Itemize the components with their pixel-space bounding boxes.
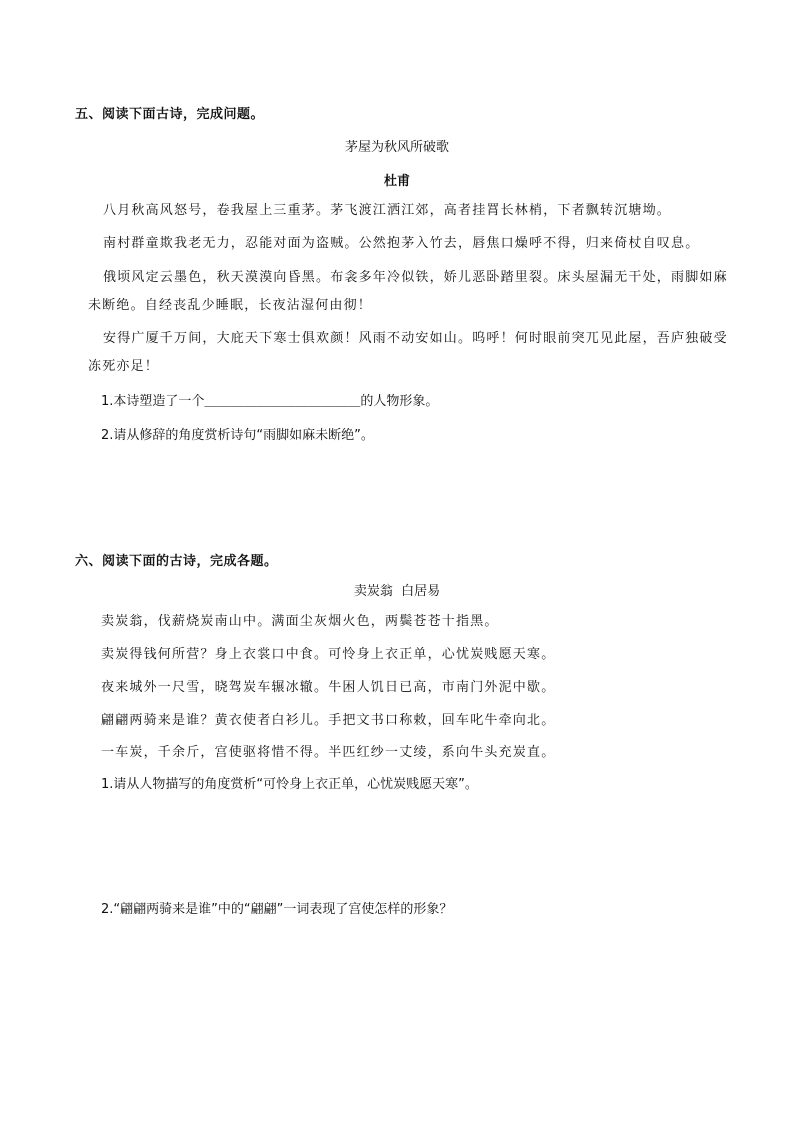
poem1-author: 杜甫 xyxy=(383,174,410,189)
poem2-line: 卖炭得钱何所营？身上衣裳口中食。可怜身上衣正单，心忧炭贱愿天寒。 xyxy=(101,647,556,662)
poem2-title: 卖炭翁 白居易 xyxy=(353,584,441,599)
poem2-line: 翩翩两骑来是谁？黄衣使者白衫儿。手把文书口称敕，回车叱牛牵向北。 xyxy=(101,713,556,728)
poem2-question-1: 1.请从人物描写的角度赏析“可怜身上衣正单，心忧炭贱愿天寒”。 xyxy=(101,777,478,792)
poem2-line: 一车炭，千余斤，宫使驱将惜不得。半匹红纱一丈绫，系向牛头充炭直。 xyxy=(101,745,556,760)
poem1-question-1: 1.本诗塑造了一个＿＿＿＿＿＿＿＿＿＿＿＿的人物形象。 xyxy=(101,394,439,409)
poem1-line: 八月秋高风怒号，卷我屋上三重茅。茅飞渡江洒江郊，高者挂罥长林梢，下者飘转沉塘坳。 xyxy=(103,203,672,218)
poem2-line: 夜来城外一尺雪，晓驾炭车辗冰辙。牛困人饥日已高，市南门外泥中歇。 xyxy=(101,680,556,695)
poem1-line: 未断绝。自经丧乱少睡眠，长夜沾湿何由彻！ xyxy=(88,298,373,313)
poem1-line: 南村群童欺我老无力，忍能对面为盗贼。公然抱茅入竹去，唇焦口燥呼不得，归来倚杖自叹息。 xyxy=(103,236,700,251)
poem1-line: 冻死亦足！ xyxy=(88,359,160,374)
poem2-question-2: 2.“翩翩两骑来是谁”中的“翩翩”一词表现了宫使怎样的形象？ xyxy=(101,902,453,917)
poem1-line: 安得广厦千万间，大庇天下寒士俱欢颜！风雨不动安如山。呜呼！何时眼前突兀见此屋，吾庐独破受 xyxy=(103,331,728,346)
poem2-line: 卖炭翁，伐薪烧炭南山中。满面尘灰烟火色，两鬓苍苍十指黑。 xyxy=(101,614,499,629)
section6-heading: 六、阅读下面的古诗，完成各题。 xyxy=(75,554,278,569)
poem1-question-2: 2.请从修辞的角度赏析诗句“雨脚如麻未断绝”。 xyxy=(101,428,374,443)
poem1-line: 俄顷风定云墨色，秋天漠漠向昏黑。布衾多年冷似铁，娇儿恶卧踏里裂。床头屋漏无干处，雨脚如麻 xyxy=(103,270,728,285)
poem1-title: 茅屋为秋风所破歌 xyxy=(344,140,449,155)
section5-heading: 五、阅读下面古诗，完成问题。 xyxy=(75,107,265,122)
